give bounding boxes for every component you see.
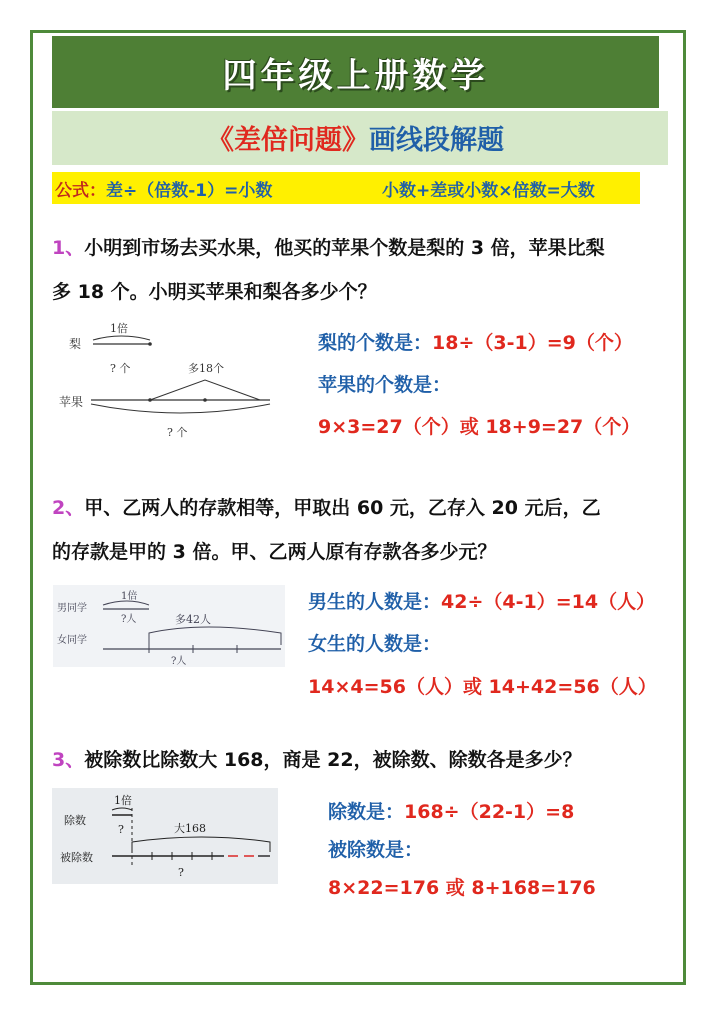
- diagram-q1: ?: [118, 823, 124, 836]
- problem-2-answer-1: 男生的人数是：42÷（4-1）=14（人）: [308, 591, 656, 613]
- subtitle-topic: 《差倍问题》: [207, 125, 369, 156]
- diagram-q2: ? 个: [167, 426, 188, 439]
- diagram-row2-label: 女同学: [57, 635, 87, 646]
- problem-2-answer-3: 14×4=56（人）或 14+42=56（人）: [308, 676, 657, 698]
- problem-1-answer-2: 苹果的个数是：: [318, 374, 452, 396]
- problem-3-answer-3: 8×22=176 或 8+168=176: [328, 877, 596, 899]
- formula-label: 公式：: [55, 181, 106, 201]
- problem-2-answer-2: 女生的人数是：: [308, 633, 442, 655]
- problem-3-line1: 3、被除数比除数大 168，商是 22，被除数、除数各是多少？: [52, 749, 582, 771]
- problem-2-text: [52, 486, 672, 574]
- page-title: 四年级上册数学: [222, 56, 489, 96]
- diagram-diff-label: 多42人: [175, 613, 211, 626]
- problem-1-text: [52, 226, 672, 314]
- problem-3-text: [52, 738, 672, 782]
- problem-1-line2: 多 18 个。小明买苹果和梨各多少个？: [52, 281, 377, 303]
- problem-number: 3、: [52, 749, 85, 771]
- problem-1-diagram: [55, 318, 285, 452]
- problem-2-line1: 2、甲、乙两人的存款相等，甲取出 60 元，乙存入 20 元后，乙: [52, 497, 601, 519]
- problem-number: 2、: [52, 497, 85, 519]
- formula-right: 小数+差或小数×倍数=大数: [382, 181, 595, 201]
- problem-3-answer-1: 除数是：168÷（22-1）=8: [328, 801, 575, 823]
- diagram-times-label: 1倍: [114, 794, 132, 807]
- diagram-times-label: 1倍: [121, 591, 138, 602]
- problem-2-line2: 的存款是甲的 3 倍。甲、乙两人原有存款各多少元？: [52, 541, 497, 563]
- problem-number: 1、: [52, 237, 85, 259]
- diagram-row1-label: 梨: [69, 337, 82, 351]
- problem-1-answer-3: 9×3=27（个）或 18+9=27（个）: [318, 416, 641, 438]
- diagram-row2-label: 苹果: [59, 395, 84, 409]
- diagram-q2: ?人: [171, 656, 187, 667]
- problem-1-answer-1: 梨的个数是：18÷（3-1）=9（个）: [318, 332, 633, 354]
- diagram-diff-label: 多18个: [188, 362, 224, 375]
- subtitle-method: 画线段解题: [369, 125, 504, 156]
- diagram-row1-label: 除数: [64, 814, 86, 827]
- problem-3-answer-2: 被除数是：: [328, 839, 424, 861]
- problem-3-diagram: [52, 788, 278, 888]
- diagram-times-label: 1倍: [110, 322, 128, 335]
- page-subtitle: [52, 118, 659, 157]
- diagram-row2-label: 被除数: [60, 851, 93, 864]
- diagram-diff-label: 大168: [174, 822, 206, 835]
- problem-1-line1: 1、小明到市场去买水果，他买的苹果个数是梨的 3 倍，苹果比梨: [52, 237, 605, 259]
- formula-left-text: 差÷（倍数-1）=小数: [106, 181, 273, 201]
- diagram-q1: ? 个: [110, 362, 131, 375]
- diagram-row1-label: 男同学: [57, 603, 87, 614]
- problem-2-diagram: [53, 585, 285, 671]
- diagram-q1: ?人: [121, 614, 137, 625]
- formula-left: [55, 176, 272, 201]
- diagram-q2: ?: [178, 866, 184, 879]
